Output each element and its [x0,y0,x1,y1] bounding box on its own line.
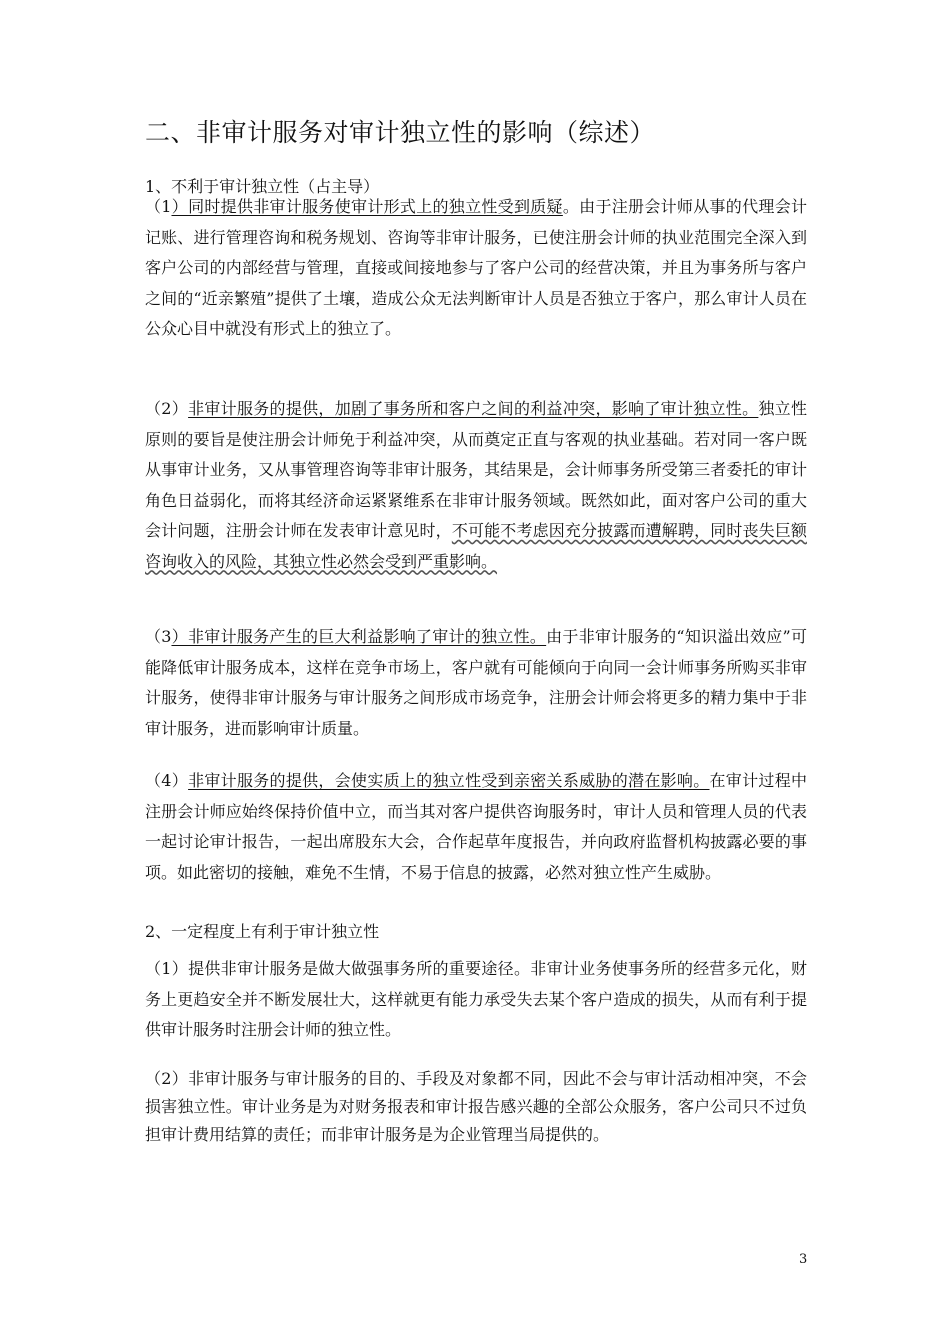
paragraph-2-2: （2）非审计服务与审计服务的目的、手段及对象都不同，因此不会与审计活动相冲突，不会损害独立性。审计业务是为对财务报表和审计报告感兴趣的全部公众服务，客户公司只不过负担审计费用结算的责任；而非审计服务是为企业管理当局提供的。 [145,1069,807,1144]
page-number: 3 [799,1252,808,1267]
paragraph-1-3 [145,622,807,744]
subsection-heading-1: 1、不利于审计独立性（占主导） [145,177,380,196]
section-title: 二、非审计服务对审计独立性的影响（综述） [145,118,656,147]
paragraph-1-1-prefix: （1 [145,197,172,216]
paragraph-1-3-emphasis: ）非审计服务产生的巨大利益影响了审计的独立性。 [171,627,547,646]
paragraph-1-2-emphasis: 非审计服务的提供，加剧了事务所和客户之间的利益冲突，影响了审计独立性。 [188,399,759,418]
paragraph-1-3-prefix: （3 [145,627,172,646]
paragraph-1-1 [145,192,807,345]
paragraph-1-3-body: 由于非审计服务的“知识溢出效应”可能降低审计服务成本，这样在竞争市场上，客户就有可能倾向于向同一会计师事务所购买非审计服务，使得非审计服务与审计服务之间形成市场竞争，注册会计师会将更多的精力集中于非审计服务，进而影响审计质量。 [145,627,807,738]
paragraph-1-4 [145,766,807,888]
paragraph-1-2-prefix: （2） [145,399,189,418]
paragraph-1-1-emphasis: ）同时提供非审计服务使审计形式上的独立性受到质疑 [171,197,563,216]
paragraph-1-2-emphasis-2: 不可能不考虑因充分披露而遭解聘，同时丧失巨额咨询收入的风险，其独立性必然会受到严重影响。 [145,521,807,571]
paragraph-2-1: （1）提供非审计服务是做大做强事务所的重要途径。非审计业务使事务所的经营多元化，财务上更趋安全并不断发展壮大，这样就更有能力承受失去某个客户造成的损失，从而有利于提供审计服务时注册会计师的独立性。 [145,959,807,1039]
paragraph-1-4-prefix: （4） [145,771,189,790]
subsection-heading-2: 2、一定程度上有利于审计独立性 [145,922,380,941]
paragraph-1-2-body: 独立性原则的要旨是使注册会计师免于利益冲突，从而奠定正直与客观的执业基础。若对同一客户既从事审计业务，又从事管理咨询等非审计服务，其结果是，会计师事务所受第三者委托的审计角色日益弱化，而将其经济命运紧紧维系在非审计服务领域。既然如此，面对客户公司的重大会计问题，注册会计师在发表审计意见时， [145,399,807,540]
paragraph-1-4-body: 在审计过程中注册会计师应始终保持价值中立，而当其对客户提供咨询服务时，审计人员和管理人员的代表一起讨论审计报告，一起出席股东大会，合作起草年度报告，并向政府监督机构披露必要的事项。如此密切的接触，难免不生情，不易于信息的披露，必然对独立性产生威胁。 [145,771,807,882]
paragraph-1-4-emphasis: 非审计服务的提供，会使实质上的独立性受到亲密关系威胁的潜在影响。 [188,771,710,790]
paragraph-1-2 [145,394,807,577]
paragraph-1-1-body: 。由于注册会计师从事的代理会计记账、进行管理咨询和税务规划、咨询等非审计服务，已使注册会计师的执业范围完全深入到客户公司的内部经营与管理，直接或间接地参与了客户公司的经营决策，并且为事务所与客户之间的“近亲繁殖”提供了土壤，造成公众无法判断审计人员是否独立于客户，那么审计人员在公众心目中就没有形式上的独立了。 [145,197,807,338]
